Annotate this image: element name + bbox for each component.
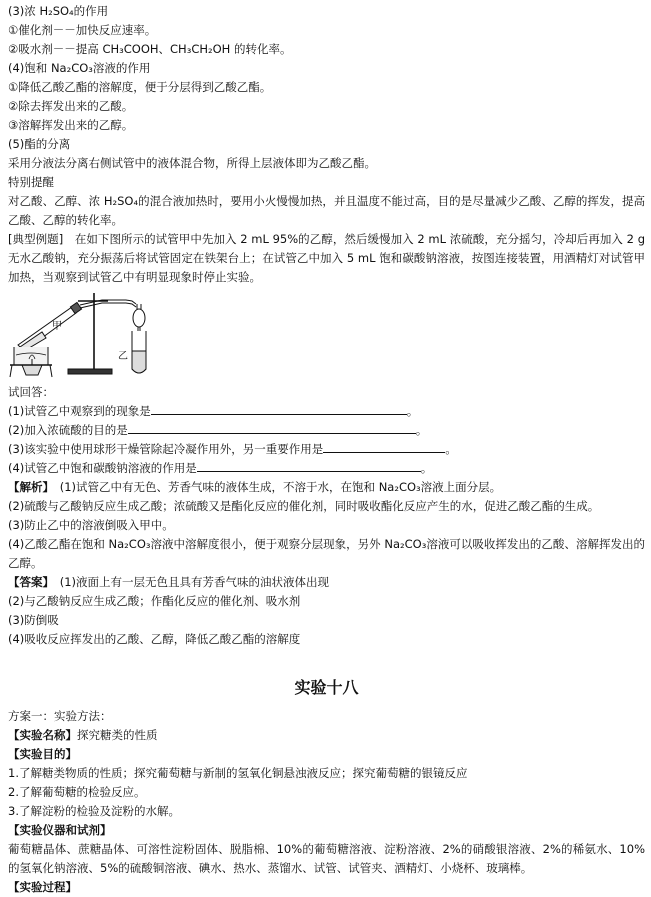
analysis-line: (3)防止乙中的溶液倒吸入甲中。	[8, 518, 174, 532]
reagents-label: 【实验仪器和试剂】	[8, 823, 112, 837]
question-text: (1)试管乙中观察到的现象是	[8, 404, 151, 418]
analysis-paragraph: (4)乙酸乙酯在饱和 Na₂CO₃溶液中溶解度很小，便于观察分层现象，另外 Na₂CO₃溶液可以吸收挥发出的乙酸、溶解挥发出的乙醇。	[8, 537, 645, 570]
list-item: ③溶解挥发出来的乙醇。	[8, 118, 134, 132]
answer-blank[interactable]	[323, 441, 445, 453]
experiment-title: 实验十八	[294, 678, 359, 697]
purpose-item: 2.了解葡萄糖的检验反应。	[8, 785, 146, 799]
section-heading-3: (3)浓 H₂SO₄的作用	[8, 4, 109, 18]
apparatus-figure	[8, 289, 178, 379]
analysis-line: 【解析】 (1)试管乙中有无色、芳香气味的液体生成，不溶于水，在饱和 Na₂CO₃溶液上面分层。	[8, 480, 502, 494]
document-page	[8, 2, 645, 897]
answer-line: (2)与乙酸钠反应生成乙酸；作酯化反应的催化剂、吸水剂	[8, 594, 301, 608]
list-item: ①降低乙酸乙酯的溶解度，便于分层得到乙酸乙酯。	[8, 80, 272, 94]
section-label: 【实验名称】	[8, 728, 77, 742]
answer-line: (4)吸收反应挥发出的乙酸、乙醇，降低乙酸乙酯的溶解度	[8, 632, 301, 646]
question-text: (4)试管乙中饱和碳酸钠溶液的作用是	[8, 461, 197, 475]
answer-blank[interactable]	[151, 403, 407, 415]
list-item: ①催化剂－－加快反应速率。	[8, 23, 157, 37]
question-2: (2)加入浓硫酸的目的是 。	[8, 423, 428, 437]
question-text: (3)该实验中使用球形干燥管除起冷凝作用外，另一重要作用是	[8, 442, 324, 456]
label-tube-yi: 乙	[118, 351, 128, 362]
answer-line: 【答案】 (1)液面上有一层无色且具有芳香气味的油状液体出现	[8, 575, 330, 589]
section-heading-4: (4)饱和 Na₂CO₃溶液的作用	[8, 61, 151, 75]
paragraph: 采用分液法分离右侧试管中的液体混合物，所得上层液体即为乙酸乙酯。	[8, 156, 376, 170]
label-tube-jia: 甲	[52, 321, 62, 332]
question-4: (4)试管乙中饱和碳酸钠溶液的作用是 。	[8, 461, 433, 475]
apparatus-diagram	[8, 289, 178, 379]
list-item: ②除去挥发出来的乙酸。	[8, 99, 134, 113]
answer-line: (3)防倒吸	[8, 613, 59, 627]
process-label: 【实验过程】	[8, 880, 77, 894]
experiment-name-line: 【实验名称】探究糖类的性质	[8, 728, 158, 742]
tip-heading: 特别提醒	[8, 175, 54, 189]
question-3: (3)该实验中使用球形干燥管除起冷凝作用外，另一重要作用是 。	[8, 442, 457, 456]
plan-line: 方案一：实验方法：	[8, 709, 112, 723]
analysis-line: (2)硫酸与乙酸钠反应生成乙酸；浓硫酸又是酯化反应的催化剂，同时吸收酯化反应产生的水，促进乙酸乙酯的生成。	[8, 499, 600, 513]
tip-paragraph: 对乙酸、乙醇、浓 H₂SO₄的混合液加热时，要用小火慢慢加热，并且温度不能过高，目的是尽量减少乙酸、乙醇的挥发，提高乙酸、乙醇的转化率。	[8, 194, 645, 227]
purpose-item: 1.了解糖类物质的性质；探究葡萄糖与新制的氢氧化铜悬浊液反应；探究葡萄糖的银镜反应	[8, 766, 468, 780]
answer-blank[interactable]	[128, 422, 416, 434]
list-item: ②吸水剂－－提高 CH₃COOH、CH₃CH₂OH 的转化率。	[8, 42, 292, 56]
example-paragraph: [典型例题] 在如下图所示的试管甲中先加入 2 mL 95%的乙醇，然后缓慢加入 2 mL 浓硫酸，充分摇匀，冷却后再加入 2 g 无水乙酸钠，充分振荡后将试管固定在铁架台上；在试管乙中加入 5 mL 饱和碳酸钠溶液，按图连接装置，用酒精灯对试管甲加热，当观察到试管乙中有明显现象时停止实验。	[8, 232, 645, 284]
questions-intro: 试回答：	[8, 385, 54, 399]
question-1: (1)试管乙中观察到的现象是 。	[8, 404, 419, 418]
reagents-paragraph: 葡萄糖晶体、蔗糖晶体、可溶性淀粉固体、脱脂棉、10%的葡萄糖溶液、淀粉溶液、2%的硝酸银溶液、2%的稀氨水、10%的氢氧化钠溶液、5%的硫酸铜溶液、碘水、热水、蒸馏水、试管、试管夹、酒精灯、小烧杯、玻璃棒。	[8, 842, 645, 875]
purpose-item: 3.了解淀粉的检验及淀粉的水解。	[8, 804, 180, 818]
answer-blank[interactable]	[197, 460, 421, 472]
analysis-label: 【解析】	[8, 480, 49, 494]
purpose-label: 【实验目的】	[8, 747, 77, 761]
question-text: (2)加入浓硫酸的目的是	[8, 423, 128, 437]
section-heading-5: (5)酯的分离	[8, 137, 71, 151]
answer-label: 【答案】	[8, 575, 49, 589]
